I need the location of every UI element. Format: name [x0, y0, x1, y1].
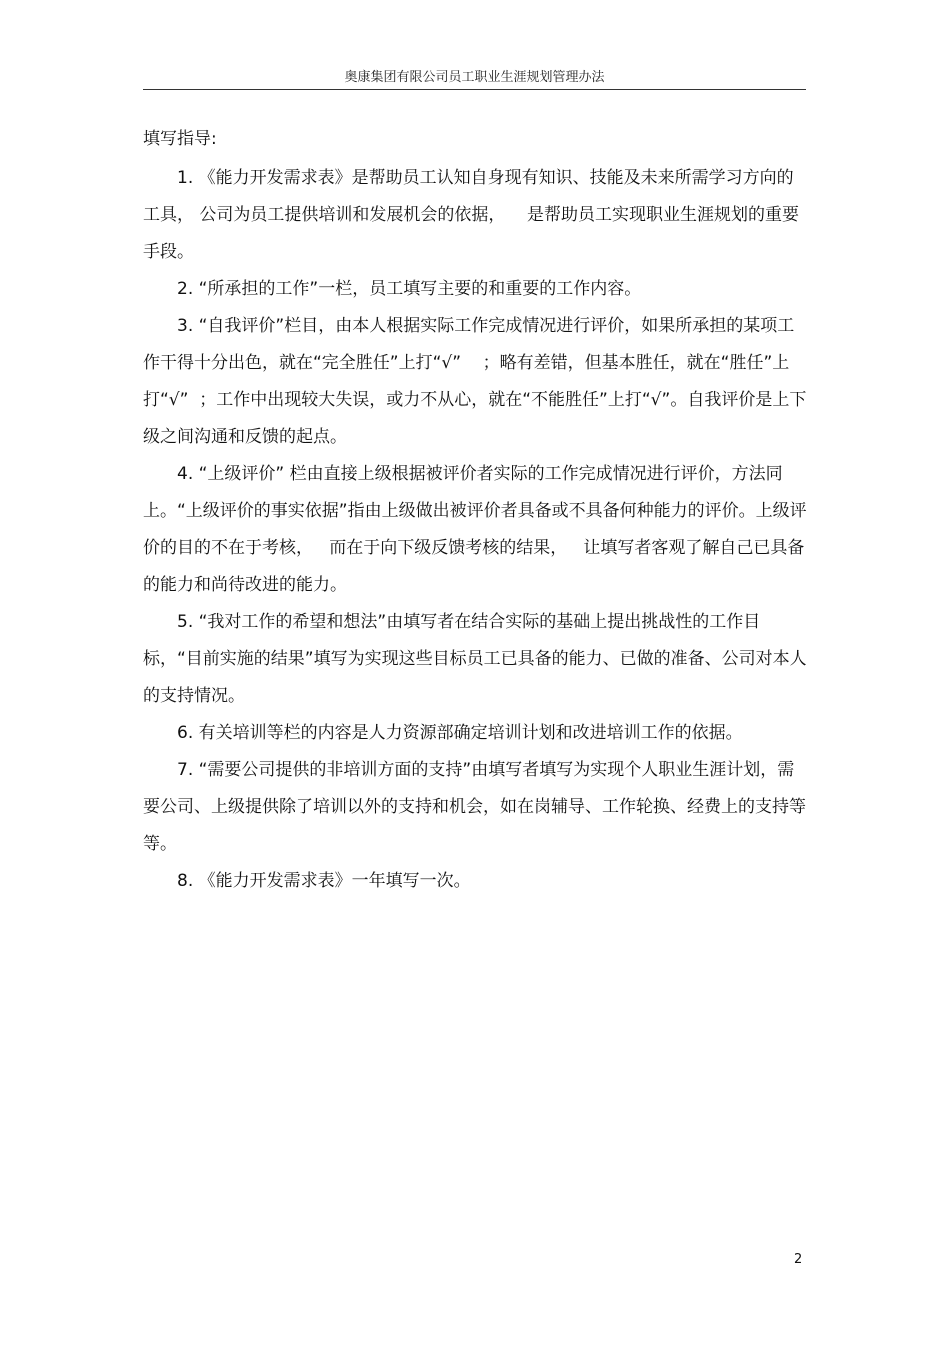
instruction-item-2: 2. “所承担的工作”一栏，员工填写主要的和重要的工作内容。 — [177, 279, 642, 299]
instruction-item-6: 6. 有关培训等栏的内容是人力资源部确定培训计划和改进培训工作的依据。 — [177, 723, 743, 743]
instruction-item-8: 8. 《能力开发需求表》一年填写一次。 — [177, 871, 471, 891]
instruction-item-5: 5. “我对工作的希望和想法”由填写者在结合实际的基础上提出挑战性的工作目标，“目前实施的结果”填写为实现这些目标员工已具备的能力、已做的准备、公司对本人的支持情况。 — [143, 612, 807, 706]
instruction-item-7: 7. “需要公司提供的非培训方面的支持”由填写者填写为实现个人职业生涯计划，需要公司、上级提供除了培训以外的支持和机会，如在岗辅导、工作轮换、经费上的支持等等。 — [143, 760, 806, 854]
page-number: 2 — [794, 1252, 803, 1267]
header-title: 奥康集团有限公司员工职业生涯规划管理办法 — [344, 70, 605, 85]
instruction-item-3: 3. “自我评价”栏目，由本人根据实际工作完成情况进行评价，如果所承担的某项工作干得十分出色，就在“完全胜任”上打“√” ；略有差错，但基本胜任，就在“胜任”上打“√” ；工作中出现较大失误，或力不从心，就在“不能胜任”上打“√”。自我评价是上下级之间沟通和反馈的起点。 — [143, 316, 807, 447]
instruction-list — [143, 160, 810, 900]
instruction-item-1: 1. 《能力开发需求表》是帮助员工认知自身现有知识、技能及未来所需学习方向的工具， 公司为员工提供培训和发展机会的依据， 是帮助员工实现职业生涯规划的重要手段。 — [143, 168, 800, 262]
section-title: 填写指导: — [143, 129, 217, 149]
instruction-item-4: 4. “上级评价” 栏由直接上级根据被评价者实际的工作完成情况进行评价，方法同上。“上级评价的事实依据”指由上级做出被评价者具备或不具备何种能力的评价。上级评价的目的不在于考核， 而在于向下级反馈考核的结果， 让填写者客观了解自己已具备的能力和尚待改进的能力。 — [143, 464, 807, 595]
header-divider — [143, 89, 806, 90]
